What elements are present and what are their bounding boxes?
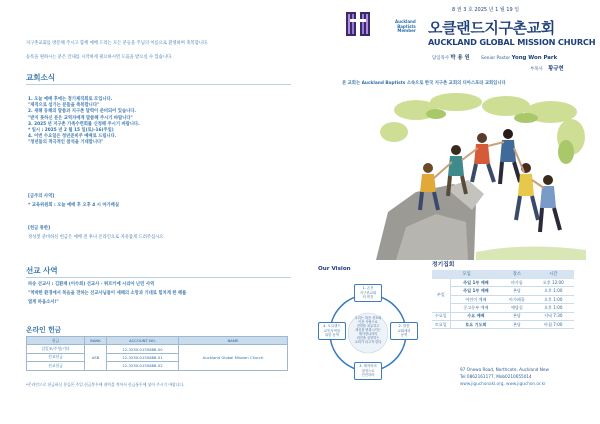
acct-number: 12-3230-0155888-52 (107, 362, 179, 370)
schedule-name: 주일 1부 예배 (450, 287, 501, 295)
news-rule (26, 84, 291, 85)
vision-box-2 (390, 322, 418, 340)
schedule-name: 수요 예배 (450, 312, 501, 320)
schedule-place: 본당 (501, 287, 532, 295)
pastor-role-en: Senior Pastor (481, 56, 511, 61)
mission-text-3: 열게 하옵소서!" (28, 300, 59, 305)
schedule-name: 어린이 예배 (450, 295, 501, 303)
vision-box-line: 열정으로 (361, 368, 375, 373)
news-item: 1. 오늘 예배 후에는 정기제직회로 모입니다. (28, 97, 113, 102)
vision-title: Our Vision (318, 266, 351, 272)
ab-line: Auckland (395, 19, 416, 24)
offering-text: 정성껏 준비하신 헌금은 예배 전 후나 온라인으로 자유롭게 드려주십시오. (28, 235, 165, 240)
vision-center-line: 이웃 사랑으로 (358, 320, 378, 324)
pastor-role-ko: 담임목사 (432, 56, 449, 61)
table-row (432, 304, 574, 312)
vision-box-line: 3. 제자의의 (359, 364, 377, 369)
contact-address: 97 Onewa Road, Northcote, Auckland New (460, 367, 549, 372)
schedule-time: 오후 1:00 (533, 295, 574, 303)
news-item: * 일시 : 2025 년 2 월 15 일(토)-16(주일) (28, 128, 114, 134)
schedule-place: 아가페홀 (501, 295, 532, 303)
pastor-line (432, 53, 557, 61)
contact-website[interactable]: www.jiguchonakl.org, www.jiguchon.or.kr (460, 381, 546, 386)
online-account-table (26, 336, 288, 371)
volume-date: 8 권 3 호 2025 년 1 월 19 일 (452, 7, 520, 13)
offering-title: [헌금 통한] (28, 226, 51, 231)
welcome-line-1: 지구촌교회를 방문해 주시고 함께 예배 드리는 모든 분들을 주님의 이름으로 환영하며 축복합니다. (26, 41, 209, 46)
schedule-name: 토요 기도회 (450, 321, 501, 329)
table-row (432, 321, 574, 329)
vision-box-line: 2. 말씀 (398, 324, 410, 329)
cross-logo-icon (342, 8, 374, 40)
acct-header: BANK (85, 337, 107, 345)
vision-center-text (346, 316, 390, 344)
auckland-baptists-label (395, 20, 416, 34)
vision-center-line: 세상을 변화시키는 (355, 328, 381, 332)
vision-box-line: 동역 (400, 333, 408, 338)
vision-box-line: 교회에의 (397, 328, 411, 333)
vision-box-line: 4. 오클랜드 (323, 324, 341, 329)
schedule-title: 정기집회 (432, 262, 455, 268)
schedule-name: 주일 1부 예배 (450, 279, 501, 287)
acct-type: 십일조/주정/기타 (27, 345, 85, 353)
contact-phone: Tel 0862161177, Mob0210655014 (460, 374, 532, 379)
vision-box-line: 의 비전 (362, 295, 374, 300)
news-title: 교회소식 (26, 73, 55, 82)
vision-box-line: 지구촌교회 (359, 290, 377, 295)
acct-name: Auckland Global Mission Church (179, 345, 288, 370)
welcome-line-2: 등록을 원하시는 분은 안내를 시작하게 필요하시면 도움을 받으실 수 있습니다. (26, 55, 173, 60)
hiking-illustration (376, 92, 586, 260)
news-item: 2. 새해 동해의 말씀과 지구촌 달력이 준비되어 있습니다. (28, 109, 137, 115)
schedule-header: 장소 (501, 270, 532, 279)
news-list (28, 97, 140, 147)
mission-title: 선교 사역 (26, 266, 58, 275)
vision-box-4 (318, 322, 346, 340)
vision-center-line: 교회가 되고자 한다 (354, 340, 382, 344)
table-row (27, 345, 288, 353)
schedule-group: 토요일 (432, 321, 450, 329)
schedule-name: 중고등부 예배 (450, 304, 501, 312)
acct-number: 12-3230-0155888-51 (107, 353, 179, 361)
acct-type: 선교헌금 (27, 353, 85, 361)
acct-header: 헌금 (27, 337, 85, 345)
schedule-place: 본당 (501, 321, 532, 329)
schedule-header: 모임 (432, 270, 501, 279)
vision-center-line: 제사장나라의 (358, 332, 378, 336)
vision-box-line: 전진하라 (361, 373, 375, 378)
mission-text-2: "척박한 환경에서 복음을 전하는 선교사님들이 세해의 소망과 기대로 힘차게 한 해를 (28, 291, 187, 296)
vision-box-3 (354, 362, 382, 380)
vision-center-line: 비전을 실현하는 (356, 336, 380, 340)
acct-type: 선교헌금 (27, 362, 85, 370)
vision-box-line: 교민사역을 (323, 328, 341, 333)
vision-box-line: 1. 온전 (362, 286, 374, 291)
acct-header: ACCOUNT NO. (107, 337, 179, 345)
schedule-place: 예당실 (501, 304, 532, 312)
schedule-time: 오후 1:00 (533, 287, 574, 295)
table-row (432, 312, 574, 320)
contact-block (460, 366, 549, 387)
table-row (432, 279, 574, 287)
vision-center-line: 우리는 복음 선포와 (354, 316, 382, 320)
pastor-name-en: Yong Won Park (511, 55, 558, 61)
vision-box-line: 위한 동역 (324, 333, 340, 338)
vision-center-line: 전하를 치유하고 (356, 324, 380, 328)
acct-number: 12-3230-0155888-00 (107, 345, 179, 353)
assoc-pastor-line (530, 64, 564, 72)
news-item: "받지 못하신 분은 교역자에게 말씀해 주시기 바랍니다" (28, 115, 133, 121)
schedule-group: 주일 (432, 279, 450, 313)
schedule-time: 오후 1:00 (533, 304, 574, 312)
acct-header: NAME (179, 337, 288, 345)
schedule-table (432, 270, 574, 329)
people-climbing-illustration (376, 92, 586, 260)
ab-line: Member (397, 28, 416, 34)
ab-line: Baptists (397, 23, 416, 29)
schedule-place: 본당 (501, 312, 532, 320)
vision-box-1 (354, 284, 382, 302)
schedule-time: 저녁 7:30 (533, 312, 574, 320)
mission-text-1: 파송 선교사 : 김환재 (이수희) 선교사 - 튀르키예 시리아 난민 사역 (28, 282, 155, 287)
news-item: 3. 2025 년 지구촌 가족수련회를 신청해 주시기 바랍니다. (28, 121, 140, 127)
acct-bank: ASB (85, 345, 107, 370)
meeting-text: * 교육위원회 : 오늘 예배 후 오후 4 시 마가배실 (28, 203, 119, 208)
church-tagline: 본 교회는 Auckland Baptists 소속으로 한국 지구촌 교회의 디아스포라 교회입니다 (342, 81, 506, 86)
church-name-ko: 오클랜드지구촌교회 (428, 19, 555, 37)
schedule-time: 오후 12:00 (533, 279, 574, 287)
church-name-en: AUCKLAND GLOBAL MISSION CHURCH (428, 37, 596, 47)
table-row (432, 287, 574, 295)
schedule-group: 수요일 (432, 312, 450, 320)
online-title: 온라인 헌금 (26, 326, 62, 334)
vision-diagram (318, 270, 418, 400)
table-row (432, 295, 574, 303)
news-item: "재직으로 섬기는 분들을 축복합니다" (28, 103, 100, 109)
assoc-role-ko: 부목사 (530, 67, 543, 72)
pastor-name-ko: 박 용 원 (450, 55, 470, 61)
meeting-title: [금주의 사역] (28, 194, 55, 199)
online-note: *온라인으로 헌금하신 분들은 주일 헌금봉투에 내역을 적어서 헌금통투에 넣어 주시기 바랍니다. (26, 382, 185, 387)
assoc-name-ko: 황규현 (548, 66, 564, 72)
schedule-time: 아침 7:00 (533, 321, 574, 329)
schedule-header: 시간 (533, 270, 574, 279)
mission-rule (26, 277, 291, 278)
news-item: 4. 이번 수요일은 청년준비주 예배로 드립니다. (28, 134, 117, 140)
schedule-place: 마가룸 (501, 279, 532, 287)
news-item: "청년들의 적극적인 참석을 기대합니다" (28, 140, 104, 146)
church-logo (342, 8, 374, 40)
